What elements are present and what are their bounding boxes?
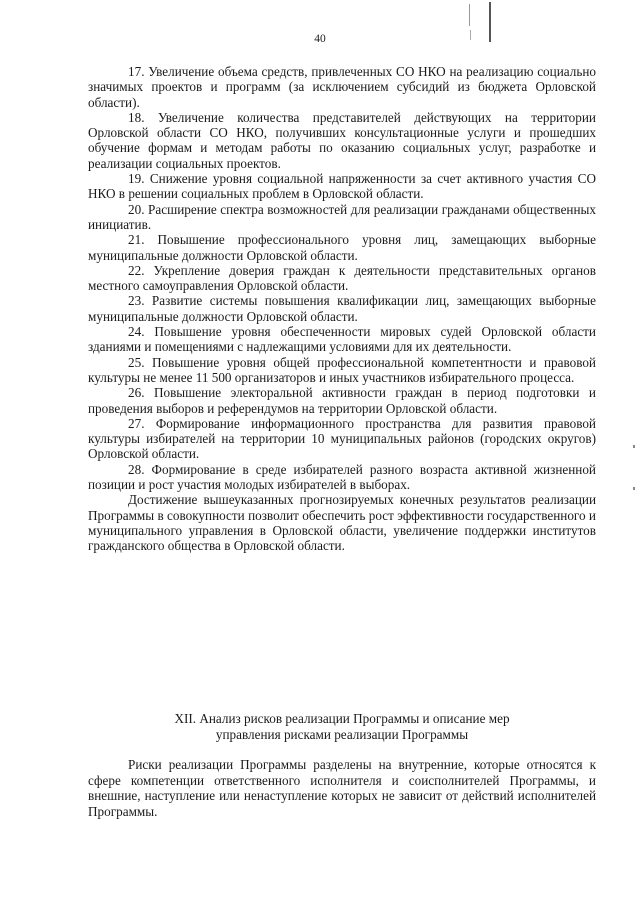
section-text [88,757,596,819]
paragraph: 25. Повышение уровня общей профессиональной компетентности и правовой культуры не менее 11 500 организаторов и иных участников избирательного процесса. [88,354,596,385]
paragraph: 18. Увеличение количества представителей действующих на территории Орловской области СО НКО, получивших консультационные услуги и прошедших обучение формам и методам работы по оказанию социальных услуг, разработке и реализации социальных проектов. [88,109,596,171]
section-heading [88,711,596,743]
paragraph: 22. Укрепление доверия граждан к деятельности представительных органов местного самоуправления Орловской области. [88,262,596,294]
scan-artifact-mark [633,487,635,490]
paragraph: 23. Развитие системы повышения квалификации лиц, замещающих выборные муниципальные должности Орловской области. [88,293,596,324]
paragraph: Риски реализации Программы разделены на внутренние, которые относятся к сфере компетенции ответственного исполнителя и соисполнителей Программы, и внешние, наступление или ненаступление которых не зависит от действий исполнителей Программы. [88,757,596,819]
scan-artifact-mark [633,445,635,448]
section-heading-line: XII. Анализ рисков реализации Программы и описание мер [174,711,510,726]
paragraph: 26. Повышение электоральной активности граждан в период подготовки и проведения выборов и референдумов на территории Орловской области. [88,385,596,416]
paragraph: 24. Повышение уровня обеспеченности мировых судей Орловской области зданиями и помещениями с надлежащими условиями для их деятельности. [88,324,596,355]
paragraph: 21. Повышение профессионального уровня лиц, замещающих выборные муниципальные должности Орловской области. [88,232,596,263]
scan-artifact-mark [469,4,470,26]
paragraph: 19. Снижение уровня социальной напряженности за счет активного участия СО НКО в решении социальных проблем в Орловской области. [88,171,596,202]
paragraph: 27. Формирование информационного пространства для развития правовой культуры избирателей на территории 10 муниципальных районов (городских округов) Орловской области. [88,415,596,462]
paragraph: 28. Формирование в среде избирателей разного возраста активной жизненной позиции и рост участия молодых избирателей в выборах. [88,461,596,493]
section-heading-line: управления рисками реализации Программы [215,727,469,742]
paragraph: Достижение вышеуказанных прогнозируемых конечных результатов реализации Программы в совокупности позволит обеспечить рост эффективности государственного и муниципального управления в Орловской области, увеличение поддержки институтов гражданского общества в Орловской области. [88,492,596,554]
paragraph: 20. Расширение спектра возможностей для реализации гражданами общественных инициатив. [88,201,596,232]
paragraph: 17. Увеличение объема средств, привлеченных СО НКО на реализацию социально значимых проектов и программ (за исключением субсидий из бюджета Орловской области). [88,64,596,110]
page-number: 40 [314,33,326,45]
body-text [88,64,596,554]
